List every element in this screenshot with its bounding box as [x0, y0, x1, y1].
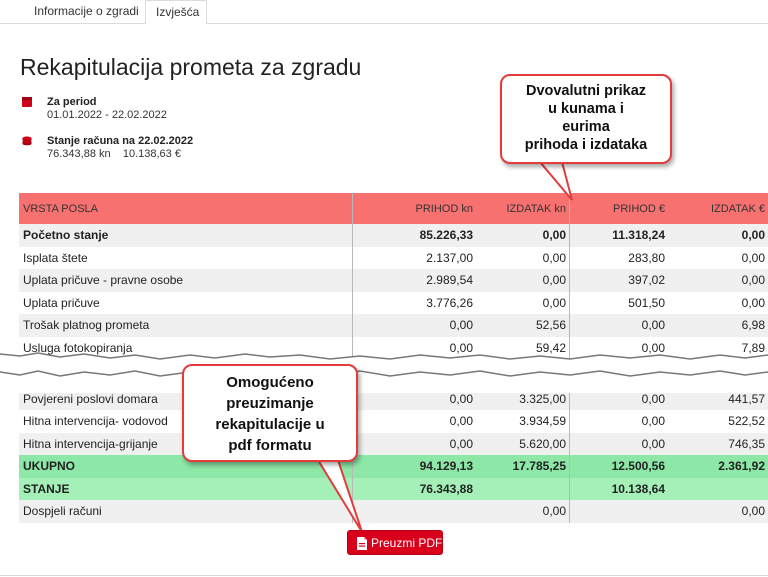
page-title: Rekapitulacija prometa za zgradu	[20, 54, 362, 80]
cell: 12.500,56	[611, 459, 665, 473]
balance-label: Stanje računa na 22.02.2022	[47, 135, 194, 147]
cell: 0,00	[542, 250, 566, 265]
cell: 76.343,88	[419, 481, 473, 496]
table-row	[19, 410, 768, 433]
tab-bar	[0, 0, 768, 24]
callout-line: Omogućeno	[226, 374, 314, 391]
cell: 94.129,13	[419, 459, 473, 473]
column-divider	[569, 393, 570, 410]
callout-line: u kunama i	[548, 101, 624, 117]
tab-reports[interactable]: Izvješća	[145, 0, 207, 25]
cell: 6,98	[741, 318, 765, 332]
callout-dual-currency	[500, 74, 672, 164]
table-row	[19, 269, 768, 292]
total-row	[19, 455, 768, 478]
cell: Hitna intervencija-grijanje	[23, 436, 158, 451]
callout-line: prihoda i izdataka	[524, 137, 648, 153]
column-divider	[569, 455, 570, 478]
due-row	[19, 500, 768, 523]
cell: 0,00	[449, 318, 473, 332]
callout-line: pdf formatu	[228, 437, 312, 454]
table-header	[19, 193, 768, 224]
cell: 3.325,00	[519, 393, 566, 406]
cell: 0,00	[741, 295, 765, 310]
cell: 2.989,54	[426, 273, 473, 287]
period-value: 01.01.2022 - 22.02.2022	[47, 109, 167, 121]
cell: 85.226,33	[419, 228, 473, 242]
header-income-eur[interactable]: PRIHOD €	[613, 203, 665, 215]
column-divider	[569, 433, 570, 456]
column-divider	[569, 314, 570, 337]
column-divider	[569, 478, 570, 501]
cell: 0,00	[741, 250, 765, 265]
column-divider	[569, 500, 570, 523]
coins-icon	[22, 136, 32, 146]
header-expense-eur[interactable]: IZDATAK €	[711, 203, 765, 215]
cell: 501,50	[628, 295, 665, 310]
cell: STANJE	[23, 481, 70, 496]
calendar-icon	[22, 97, 32, 107]
callout-line: eurima	[562, 119, 610, 135]
cell: 0,00	[741, 504, 765, 518]
table-row	[19, 292, 768, 315]
state-row	[19, 478, 768, 501]
period-label: Za period	[47, 96, 97, 108]
cell: 0,00	[449, 436, 473, 451]
cell: 746,35	[728, 436, 765, 451]
column-divider	[569, 224, 570, 247]
cell: Uplata pričuve - pravne osobe	[23, 273, 184, 287]
column-divider	[352, 500, 353, 523]
column-divider	[569, 292, 570, 315]
cell: Povjereni poslovi domara	[23, 393, 158, 406]
cell: 2.361,92	[718, 459, 765, 473]
cell: 0,00	[641, 318, 665, 332]
table-row	[19, 433, 768, 456]
cell: 0,00	[641, 393, 665, 406]
cell	[669, 478, 765, 501]
column-divider	[352, 314, 353, 337]
cell: 52,56	[535, 318, 566, 332]
column-divider	[352, 224, 353, 247]
column-divider	[569, 247, 570, 270]
cell: 0,00	[449, 340, 473, 355]
cell	[479, 478, 566, 501]
footer-divider	[0, 575, 768, 576]
column-divider	[569, 410, 570, 433]
cell: Početno stanje	[23, 228, 109, 242]
cell: Dospjeli računi	[23, 504, 102, 518]
header-expense-kn[interactable]: IZDATAK kn	[506, 203, 566, 215]
table-row	[19, 247, 768, 270]
pdf-file-icon	[357, 537, 367, 550]
cell: 3.934,59	[519, 414, 566, 428]
cell: 17.785,25	[512, 459, 566, 473]
cell: Usluga fotokopiranja	[23, 340, 133, 355]
column-divider	[569, 193, 570, 224]
cell: 0,00	[542, 504, 566, 518]
cell: 0,00	[641, 436, 665, 451]
torn-edge	[0, 350, 768, 380]
table-row	[19, 224, 768, 247]
column-divider	[569, 269, 570, 292]
cell: Trošak platnog prometa	[23, 318, 150, 332]
cell	[575, 500, 665, 523]
cell: 3.776,26	[426, 295, 473, 310]
column-divider	[352, 269, 353, 292]
cell	[355, 500, 473, 523]
column-divider	[352, 292, 353, 315]
cell: 11.318,24	[612, 228, 665, 242]
cell: Uplata pričuve	[23, 295, 100, 310]
cell: 0,00	[741, 273, 765, 287]
callout-line: rekapitulacije u	[215, 416, 325, 433]
cell: 5.620,00	[519, 436, 566, 451]
cell: 0,00	[641, 414, 665, 428]
cell: 522,52	[728, 414, 765, 428]
column-divider	[352, 193, 353, 224]
cell: 0,00	[449, 393, 473, 406]
callout-line: preuzimanje	[226, 395, 314, 412]
cell: 441,57	[728, 393, 765, 406]
cell: 0,00	[542, 228, 566, 242]
balance-value: 76.343,88 kn 10.138,63 €	[47, 148, 181, 160]
cell: 7,89	[741, 340, 765, 355]
table-row	[19, 314, 768, 337]
cell: UKUPNO	[23, 459, 76, 473]
table-row-partial	[19, 393, 768, 410]
cell: 10.138,64	[611, 481, 665, 496]
download-pdf-button[interactable]	[347, 530, 443, 555]
cell: 0,00	[741, 228, 765, 242]
cell: 0,00	[542, 273, 566, 287]
cell: 283,80	[628, 250, 665, 265]
header-job-type[interactable]: VRSTA POSLA	[23, 203, 98, 215]
cell: 2.137,00	[426, 250, 473, 265]
cell: Isplata štete	[23, 250, 88, 265]
cell: 0,00	[641, 340, 665, 355]
cell: 59,42	[535, 340, 566, 355]
callout-line: Dvovalutni prikaz	[525, 83, 647, 99]
tab-building-info[interactable]: Informacije o zgradi	[34, 4, 139, 18]
download-pdf-label: Preuzmi PDF	[371, 536, 443, 550]
cell: Hitna intervencija- vodovod	[23, 414, 168, 428]
cell: 0,00	[449, 414, 473, 428]
cell: 0,00	[542, 295, 566, 310]
callout-pdf-download	[182, 364, 358, 462]
column-divider	[352, 478, 353, 501]
column-divider	[352, 247, 353, 270]
cell: 397,02	[628, 273, 665, 287]
header-income-kn[interactable]: PRIHOD kn	[415, 203, 473, 215]
